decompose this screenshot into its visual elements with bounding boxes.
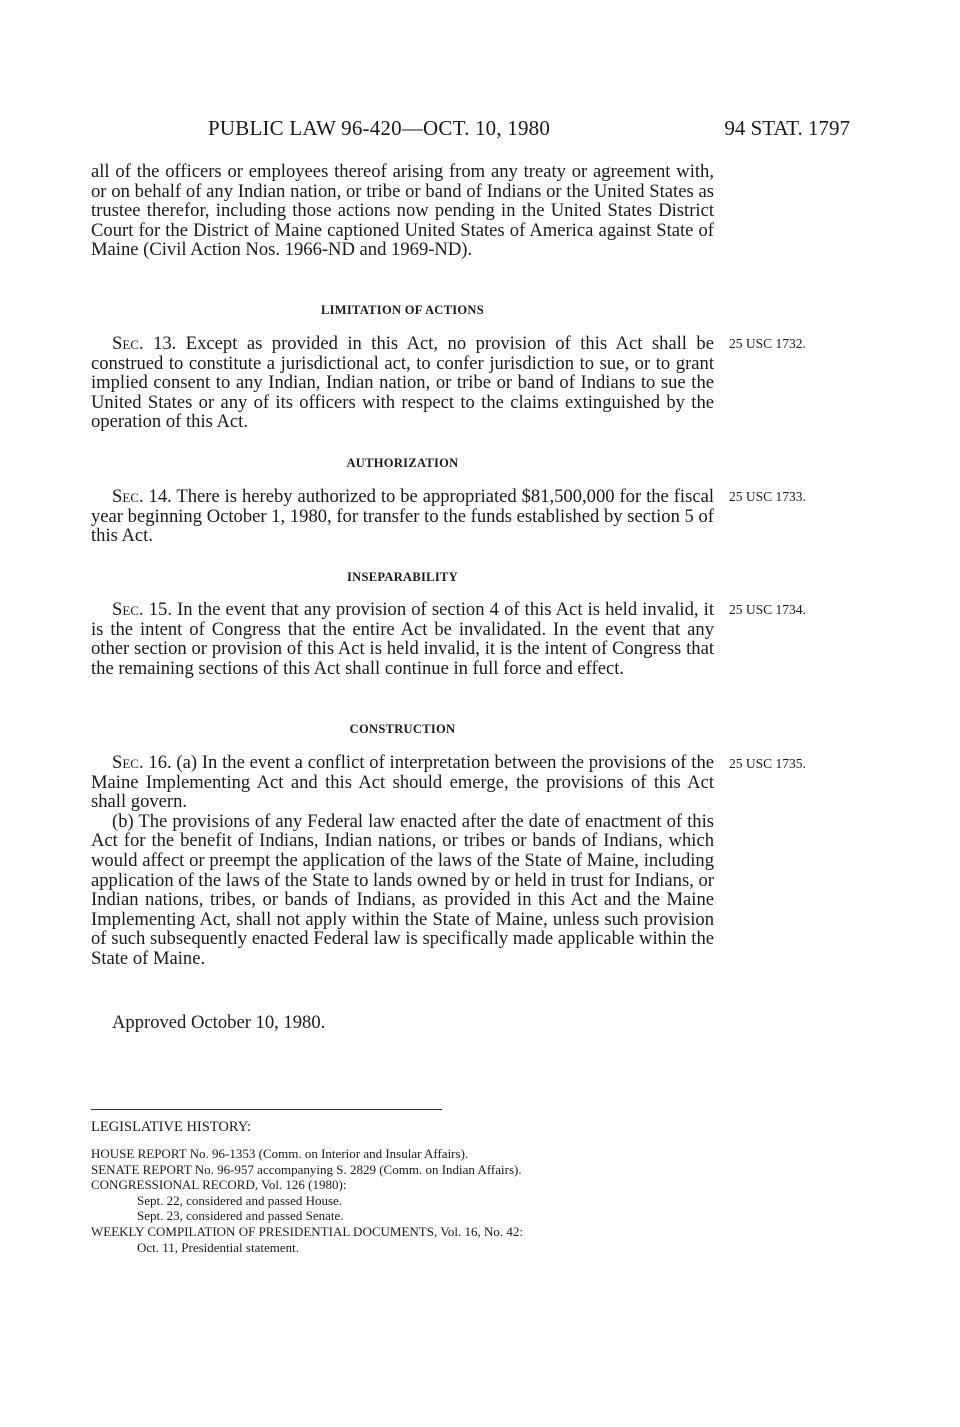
section-14-block: [91, 487, 714, 546]
section-16a-body: 16. (a) In the event a conflict of interpretation between the provisions of the Maine Implementing Act and this Act should emerge, the provisions of this Act shall govern.: [91, 752, 714, 813]
section-heading-authorization: AUTHORIZATION: [346, 456, 459, 470]
sec-label: Sec.: [112, 599, 144, 620]
approval-date: Approved October 10, 1980.: [112, 1012, 326, 1033]
sec-label: Sec.: [112, 486, 144, 507]
legislative-history-line: CONGRESSIONAL RECORD, Vol. 126 (1980):: [91, 1177, 347, 1193]
legislative-history-line: Oct. 11, Presidential statement.: [137, 1239, 299, 1255]
section-13-text: [91, 334, 714, 432]
section-14-body: 14. There is hereby authorized to be appropriated $81,500,000 for the fiscal year beginning October 1, 1980, for transfer to the funds established by section 5 of this Act.: [91, 486, 714, 547]
intro-paragraph: all of the officers or employees thereof arising from any treaty or agreement with, or on behalf of any Indian nation, or tribe or band of Indians or the United States as trustee therefor, including those actions now pending in the United States District Court for the District of Maine captioned United States of America against State of Maine (Civil Action Nos. 1966-ND and 1969-ND).: [91, 161, 714, 261]
legislative-history-line: Sept. 22, considered and passed House.: [137, 1192, 343, 1208]
page-header-title: PUBLIC LAW 96-420—OCT. 10, 1980: [208, 116, 551, 140]
section-15-body: 15. In the event that any provision of section 4 of this Act is held invalid, it is the intent of Congress that the entire Act be invalidated. In the event that any other section or provision of this Act is held invalid, it is the intent of Congress that the remaining sections of this Act shall continue in full force and effect.: [91, 599, 714, 679]
legislative-history-line: WEEKLY COMPILATION OF PRESIDENTIAL DOCUMENTS, Vol. 16, No. 42:: [91, 1223, 524, 1239]
section-13-body: 13. Except as provided in this Act, no provision of this Act shall be construed to constitute a jurisdictional act, to confer jurisdiction to sue, or to grant implied consent to any Indian, Indian nation, or tribe or band of Indians to sue the United States or any of its officers with respect to the claims extinguished by the operation of this Act.: [91, 333, 714, 433]
sec-label: Sec.: [112, 752, 144, 773]
margin-note-25-usc-1734: 25 USC 1734.: [729, 602, 806, 617]
section-16b-text: (b) The provisions of any Federal law enacted after the date of enactment of this Act for the benefit of Indians, Indian nations, or tribes or bands of Indians, which would affect or preempt the application of the laws of the State of Maine, including application of the laws of the State to lands owned by or held in trust for Indians, or Indian nations, tribes, or bands of Indians, as provided in this Act and the Maine Implementing Act, shall not apply within the State of Maine, unless such provision of such subsequently enacted Federal law is specifically made applicable within the State of Maine.: [91, 810, 714, 969]
legislative-history-line: HOUSE REPORT No. 96-1353 (Comm. on Interior and Insular Affairs).: [91, 1146, 469, 1161]
section-heading-inseparability: INSEPARABILITY: [347, 570, 458, 584]
legislative-history-line: SENATE REPORT No. 96-957 accompanying S. 2829 (Comm. on Indian Affairs).: [91, 1161, 522, 1177]
section-13-block: [91, 334, 714, 432]
legislative-history-list: [91, 1146, 523, 1255]
section-15-block: [91, 600, 714, 678]
margin-note-25-usc-1735: 25 USC 1735.: [729, 756, 806, 771]
section-16-block: [91, 753, 714, 969]
section-14-text: [91, 487, 714, 546]
page-header-stat-number: 94 STAT. 1797: [724, 116, 850, 140]
section-heading-construction: CONSTRUCTION: [349, 722, 456, 736]
legislative-history-title: LEGISLATIVE HISTORY:: [91, 1119, 251, 1135]
margin-note-25-usc-1732: 25 USC 1732.: [729, 336, 806, 351]
footnote-divider: [91, 1109, 442, 1110]
intro-paragraph-block: [91, 162, 714, 260]
legislative-history-line: Sept. 23, considered and passed Senate.: [137, 1208, 344, 1224]
section-heading-limitation: LIMITATION OF ACTIONS: [320, 303, 485, 317]
section-15-text: [91, 600, 714, 678]
section-16a-text: [91, 753, 714, 812]
margin-note-25-usc-1733: 25 USC 1733.: [729, 489, 806, 504]
sec-label: Sec.: [112, 333, 144, 354]
